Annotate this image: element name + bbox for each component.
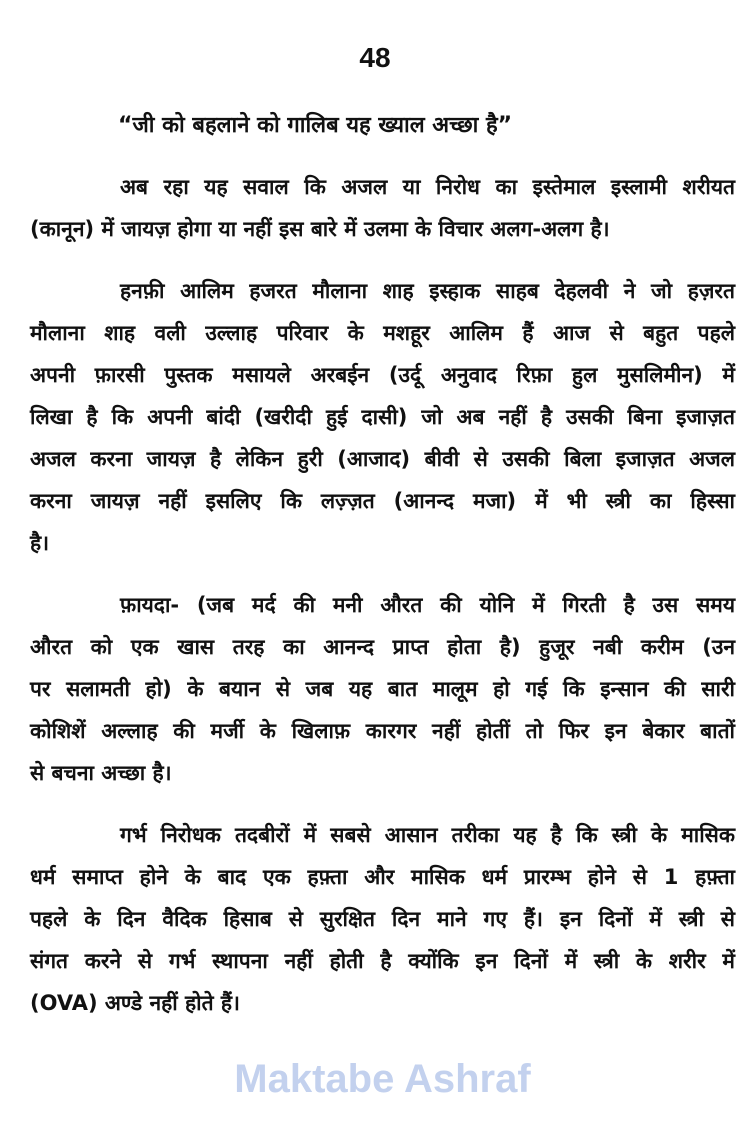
- paragraph-4-line: गर्भ निरोधक तदबीरों में सबसे आसान तरीका यह है कि स्त्री के मासिक: [120, 823, 735, 847]
- paragraph-4-line: (OVA) अण्डे नहीं होते हैं।: [30, 991, 240, 1015]
- watermark: Maktabe Ashraf: [234, 1057, 531, 1101]
- paragraph-2-line: अपनी फ़ारसी पुस्तक मसायले अरबईन (उर्दू अनुवाद रिफ़ा हुल मुसलिमीन) में: [30, 363, 735, 387]
- paragraph-3-line: कोशिशें अल्लाह की मर्जी के खिलाफ़ कारगर नहीं होतीं तो फिर इन बेकार बातों: [30, 719, 735, 743]
- paragraph-4: [30, 814, 735, 1024]
- paragraph-2-line: है।: [30, 531, 50, 555]
- paragraph-3-line: फ़ायदा- (जब मर्द की मनी औरत की योनि में गिरती है उस समय: [120, 593, 735, 617]
- paragraph-1: [30, 166, 735, 250]
- paragraph-3-line: से बचना अच्छा है।: [30, 761, 172, 785]
- paragraph-2-line: करना जायज़ नहीं इसलिए कि लज़्ज़त (आनन्द मजा) में भी स्त्री का हिस्सा: [30, 489, 735, 513]
- document-body: [30, 166, 735, 1024]
- paragraph-1-line: (कानून) में जायज़ होगा या नहीं इस बारे में उलमा के विचार अलग-अलग है।: [30, 217, 610, 241]
- page-number: 48: [359, 42, 391, 73]
- paragraph-3: [30, 584, 735, 794]
- paragraph-4-line: पहले के दिन वैदिक हिसाब से सुरक्षित दिन माने गए हैं। इन दिनों में स्त्री से: [30, 907, 735, 931]
- paragraph-3-line: औरत को एक खास तरह का आनन्द प्राप्त होता है) हुजूर नबी करीम (उन: [30, 635, 735, 659]
- paragraph-2-line: अजल करना जायज़ है लेकिन हुरी (आजाद) बीवी से उसकी बिला इजाज़त अजल: [30, 447, 735, 471]
- paragraph-2-line: लिखा है कि अपनी बांदी (खरीदी हुई दासी) जो अब नहीं है उसकी बिना इजाज़त: [30, 405, 735, 429]
- paragraph-3-line: पर सलामती हो) के बयान से जब यह बात मालूम हो गई कि इन्सान की सारी: [30, 677, 735, 701]
- paragraph-2-line: मौलाना शाह वली उल्लाह परिवार के मशहूर आलिम हैं आज से बहुत पहले: [30, 321, 735, 345]
- paragraph-4-line: संगत करने से गर्भ स्थापना नहीं होती है क्योंकि इन दिनों में स्त्री के शरीर में: [30, 949, 735, 973]
- paragraph-2-line: हनफ़ी आलिम हजरत मौलाना शाह इस्हाक साहब देहलवी ने जो हज़रत: [120, 279, 735, 303]
- paragraph-4-line: धर्म समाप्त होने के बाद एक हफ़्ता और मासिक धर्म प्रारम्भ होने से 1 हफ़्ता: [30, 865, 735, 889]
- paragraph-1-line: अब रहा यह सवाल कि अजल या निरोध का इस्तेमाल इस्लामी शरीयत: [120, 175, 735, 199]
- paragraph-2: [30, 270, 735, 564]
- page-title: “जी को बहलाने को गालिब यह ख्याल अच्छा है”: [118, 113, 513, 138]
